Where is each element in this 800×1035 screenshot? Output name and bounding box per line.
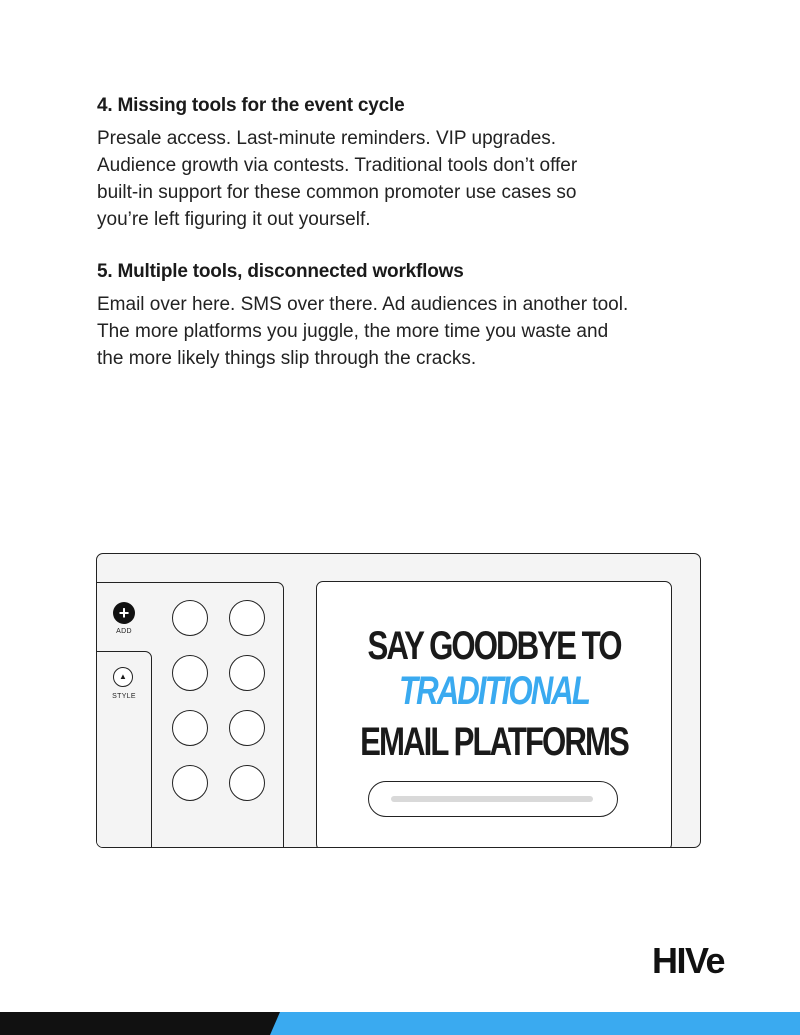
editor-illustration	[96, 553, 701, 848]
body-line: The more platforms you juggle, the more time you waste and	[97, 321, 609, 342]
email-input-placeholder	[368, 781, 618, 817]
tool-panel	[96, 582, 284, 848]
body-line: you’re left figuring it out yourself.	[97, 209, 371, 230]
body-line: Email over here. SMS over there. Ad audiences in another tool.	[97, 294, 629, 315]
body-line: Audience growth via contests. Traditional tools don’t offer	[97, 155, 578, 176]
hive-logo: HIVe	[652, 940, 725, 981]
style-label: STYLE	[112, 693, 136, 700]
body-line: Presale access. Last-minute reminders. VIP upgrades.	[97, 128, 557, 149]
footer-bar-accent	[270, 1012, 800, 1035]
headline-line-1: SAY GOODBYE TO	[367, 624, 621, 668]
headline-line-2	[356, 669, 632, 714]
block-placeholder-icon	[229, 765, 265, 801]
section-5	[97, 261, 737, 372]
body-line: built-in support for these common promoter use cases so	[97, 182, 577, 203]
block-placeholder-icon	[172, 600, 208, 636]
headline-accent: TRADITIONAL	[398, 669, 589, 713]
style-tab	[96, 651, 152, 848]
section-heading: 5. Multiple tools, disconnected workflows	[97, 261, 464, 282]
block-placeholder-icon	[172, 765, 208, 801]
add-icon: +	[113, 602, 135, 624]
section-heading: 4. Missing tools for the event cycle	[97, 95, 405, 116]
style-icon: ▲	[113, 667, 133, 687]
section-body	[97, 125, 737, 233]
email-preview	[316, 581, 672, 848]
block-placeholder-icon	[229, 600, 265, 636]
headline-line-3: EMAIL PLATFORMS	[360, 720, 628, 764]
add-label: ADD	[116, 628, 132, 635]
block-placeholder-icon	[172, 710, 208, 746]
block-placeholder-icon	[172, 655, 208, 691]
section-4	[97, 95, 737, 233]
block-placeholder-icon	[229, 655, 265, 691]
body-line: the more likely things slip through the cracks.	[97, 348, 477, 369]
input-placeholder-bar	[391, 796, 593, 802]
section-body	[97, 291, 737, 372]
block-placeholder-icon	[229, 710, 265, 746]
